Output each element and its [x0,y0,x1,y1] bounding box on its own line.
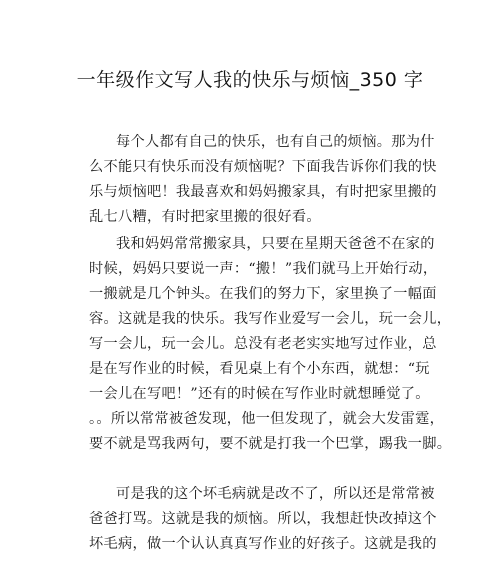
paragraph-line: 爸爸打骂。这就是我的烦恼。所以，我想赶快改掉这个 [89,511,437,527]
paragraph-line: 一会儿在写吧！”还有的时候在写作业时就想睡觉了。 [89,386,430,402]
paragraph-line: 。。所以常常被爸发现，他一但发现了，就会大发雷霆， [89,411,445,427]
paragraph-line: 乱七八糟，有时把家里搬的很好看。 [89,209,321,225]
paragraph-line: 一搬就是几个钟头。在我们的努力下，家里换了一幅面 [89,286,437,302]
paragraph-line: 写一会儿，玩一会儿。总没有老老实实地写过作业，总 [89,336,437,352]
paragraph-line: 坏毛病，做一个认认真真写作业的好孩子。这就是我的 [89,536,437,552]
paragraph-line: 每个人都有自己的快乐，也有自己的烦恼。那为什 [116,134,435,150]
paragraph-line: 乐与烦恼吧！我最喜欢和妈妈搬家具，有时把家里搬的 [89,184,437,200]
paragraph-line: 我和妈妈常常搬家具，只要在星期天爸爸不在家的 [116,236,435,252]
paragraph-line: 要不就是骂我两句，要不就是打我一个巴掌，踢我一脚。 [89,436,452,452]
paragraph-line: 容。这就是我的快乐。我写作业爱写一会儿，玩一会儿， [89,311,452,327]
paragraph-line: 是在写作业的时候，看见桌上有个小东西，就想：“玩 [89,361,430,377]
document-title: 一年级作文写人我的快乐与烦恼_350 字 [76,69,424,91]
paragraph-line: 可是我的这个坏毛病就是改不了，所以还是常常被 [116,486,435,502]
paragraph-line: 么不能只有快乐而没有烦恼呢？下面我告诉你们我的快 [89,159,437,175]
paragraph-line: 时候，妈妈只要说一声：“搬！”我们就马上开始行动， [89,261,438,277]
